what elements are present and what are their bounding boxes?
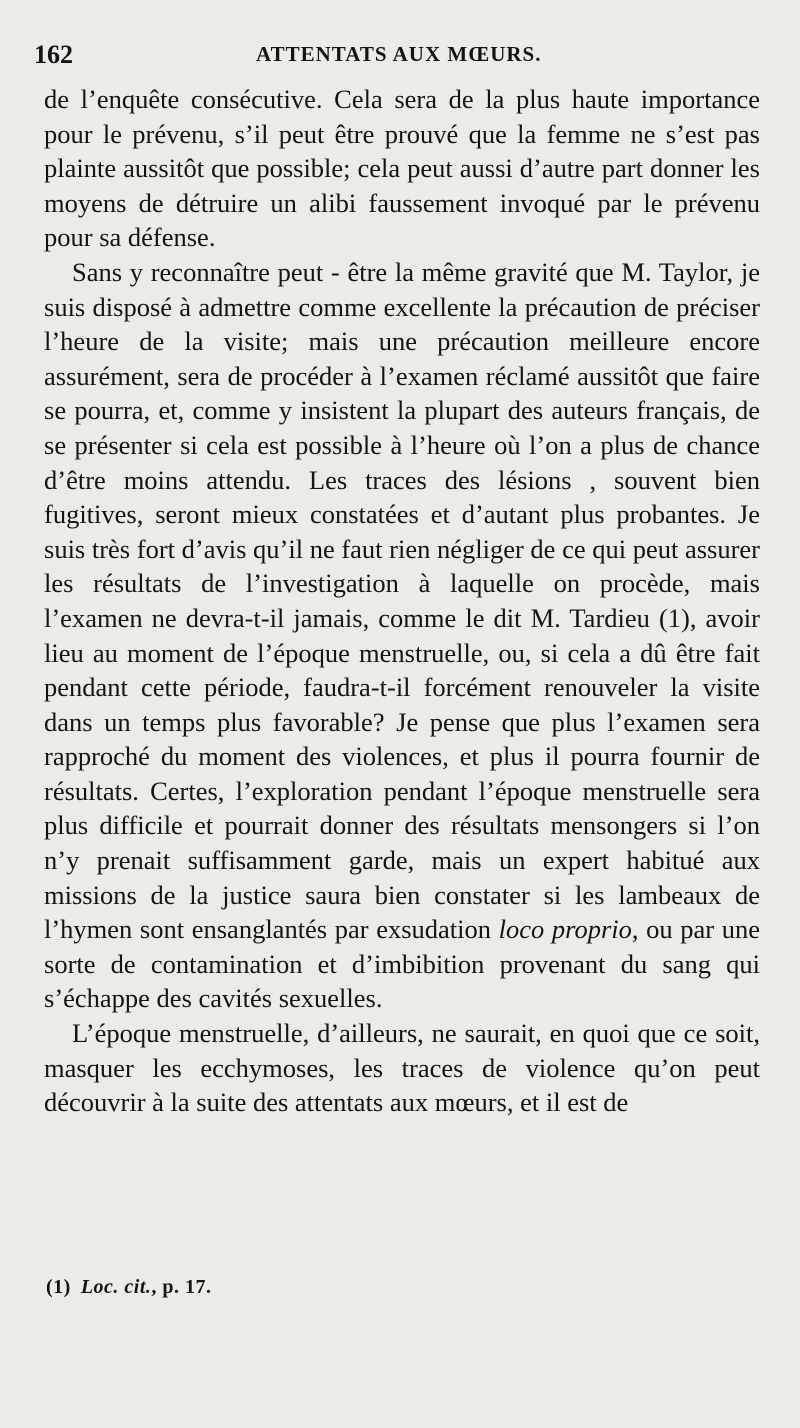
footnote-citation: Loc. cit. [80,1276,152,1298]
paragraph-text: L’époque menstruelle, d’ailleurs, ne saurait, en quoi que ce soit, masquer les ecchymoses, les traces de violence qu’on peut découvrir à la suite des attentats aux mœurs, et il est de [44,1018,760,1118]
body-text [44,82,760,1120]
paragraph-examination [44,255,760,1016]
paragraph-menstrual [44,1016,760,1120]
footnote-page: , p. 17. [151,1276,212,1298]
running-title: ATTENTATS AUX MŒURS. [256,42,542,66]
footnote-ref: (1) [46,1276,71,1298]
paragraph-text-after: , ou par une sorte de contamination et d’imbibition provenant du sang qui s’échappe des cavités sexuelles. [44,914,760,1014]
running-head [34,40,764,76]
paragraph-text: Sans y reconnaître peut - être la même gravité que M. Taylor, je suis disposé à admettre comme excellente la précaution de préciser l’heure de la visite; mais une précaution meilleure encore assurément, sera de procéder à l’examen réclamé aussitôt que faire se pourra, et, comme y insistent la plupart des auteurs français, de se présenter si cela est possible à l’heure où l’on a plus de chance d’être moins attendu. Les traces des lésions , souvent bien fugitives, seront mieux constatées et d’autant plus probantes. Je suis très fort d’avis qu’il ne faut rien négliger de ce qui peut assurer les résultats de l’investigation à laquelle on procède, mais l’examen ne devra-t-il jamais, comme le dit M. Tardieu (1), avoir lieu au moment de l’époque menstruelle, ou, si cela a dû être fait pendant cette période, faudra-t-il forcément renouveler la visite dans un temps plus favorable? Je pense que plus l’examen sera rapproché du moment des violences, et plus il pourra fournir de résultats. Certes, l’exploration pendant l’époque menstruelle sera plus difficile et pourrait donner des résultats mensongers si l’on n’y prenait suffisamment garde, mais un expert habitué aux missions de la justice saura bien constater si les lambeaux de l’hymen sont ensanglantés par exsudation [44,256,761,945]
page-number: 162 [34,40,73,69]
paragraph-continuation [44,82,760,255]
latin-phrase: loco proprio [498,914,632,945]
footnote [46,1276,212,1299]
paragraph-text: de l’enquête consécutive. Cela sera de la plus haute importance pour le prévenu, s’il peut être prouvé que la femme ne s’est pas plainte aussitôt que possible; cela peut aussi d’autre part donner les moyens de détruire un alibi faussement invoqué par le prévenu pour sa défense. [44,84,760,253]
